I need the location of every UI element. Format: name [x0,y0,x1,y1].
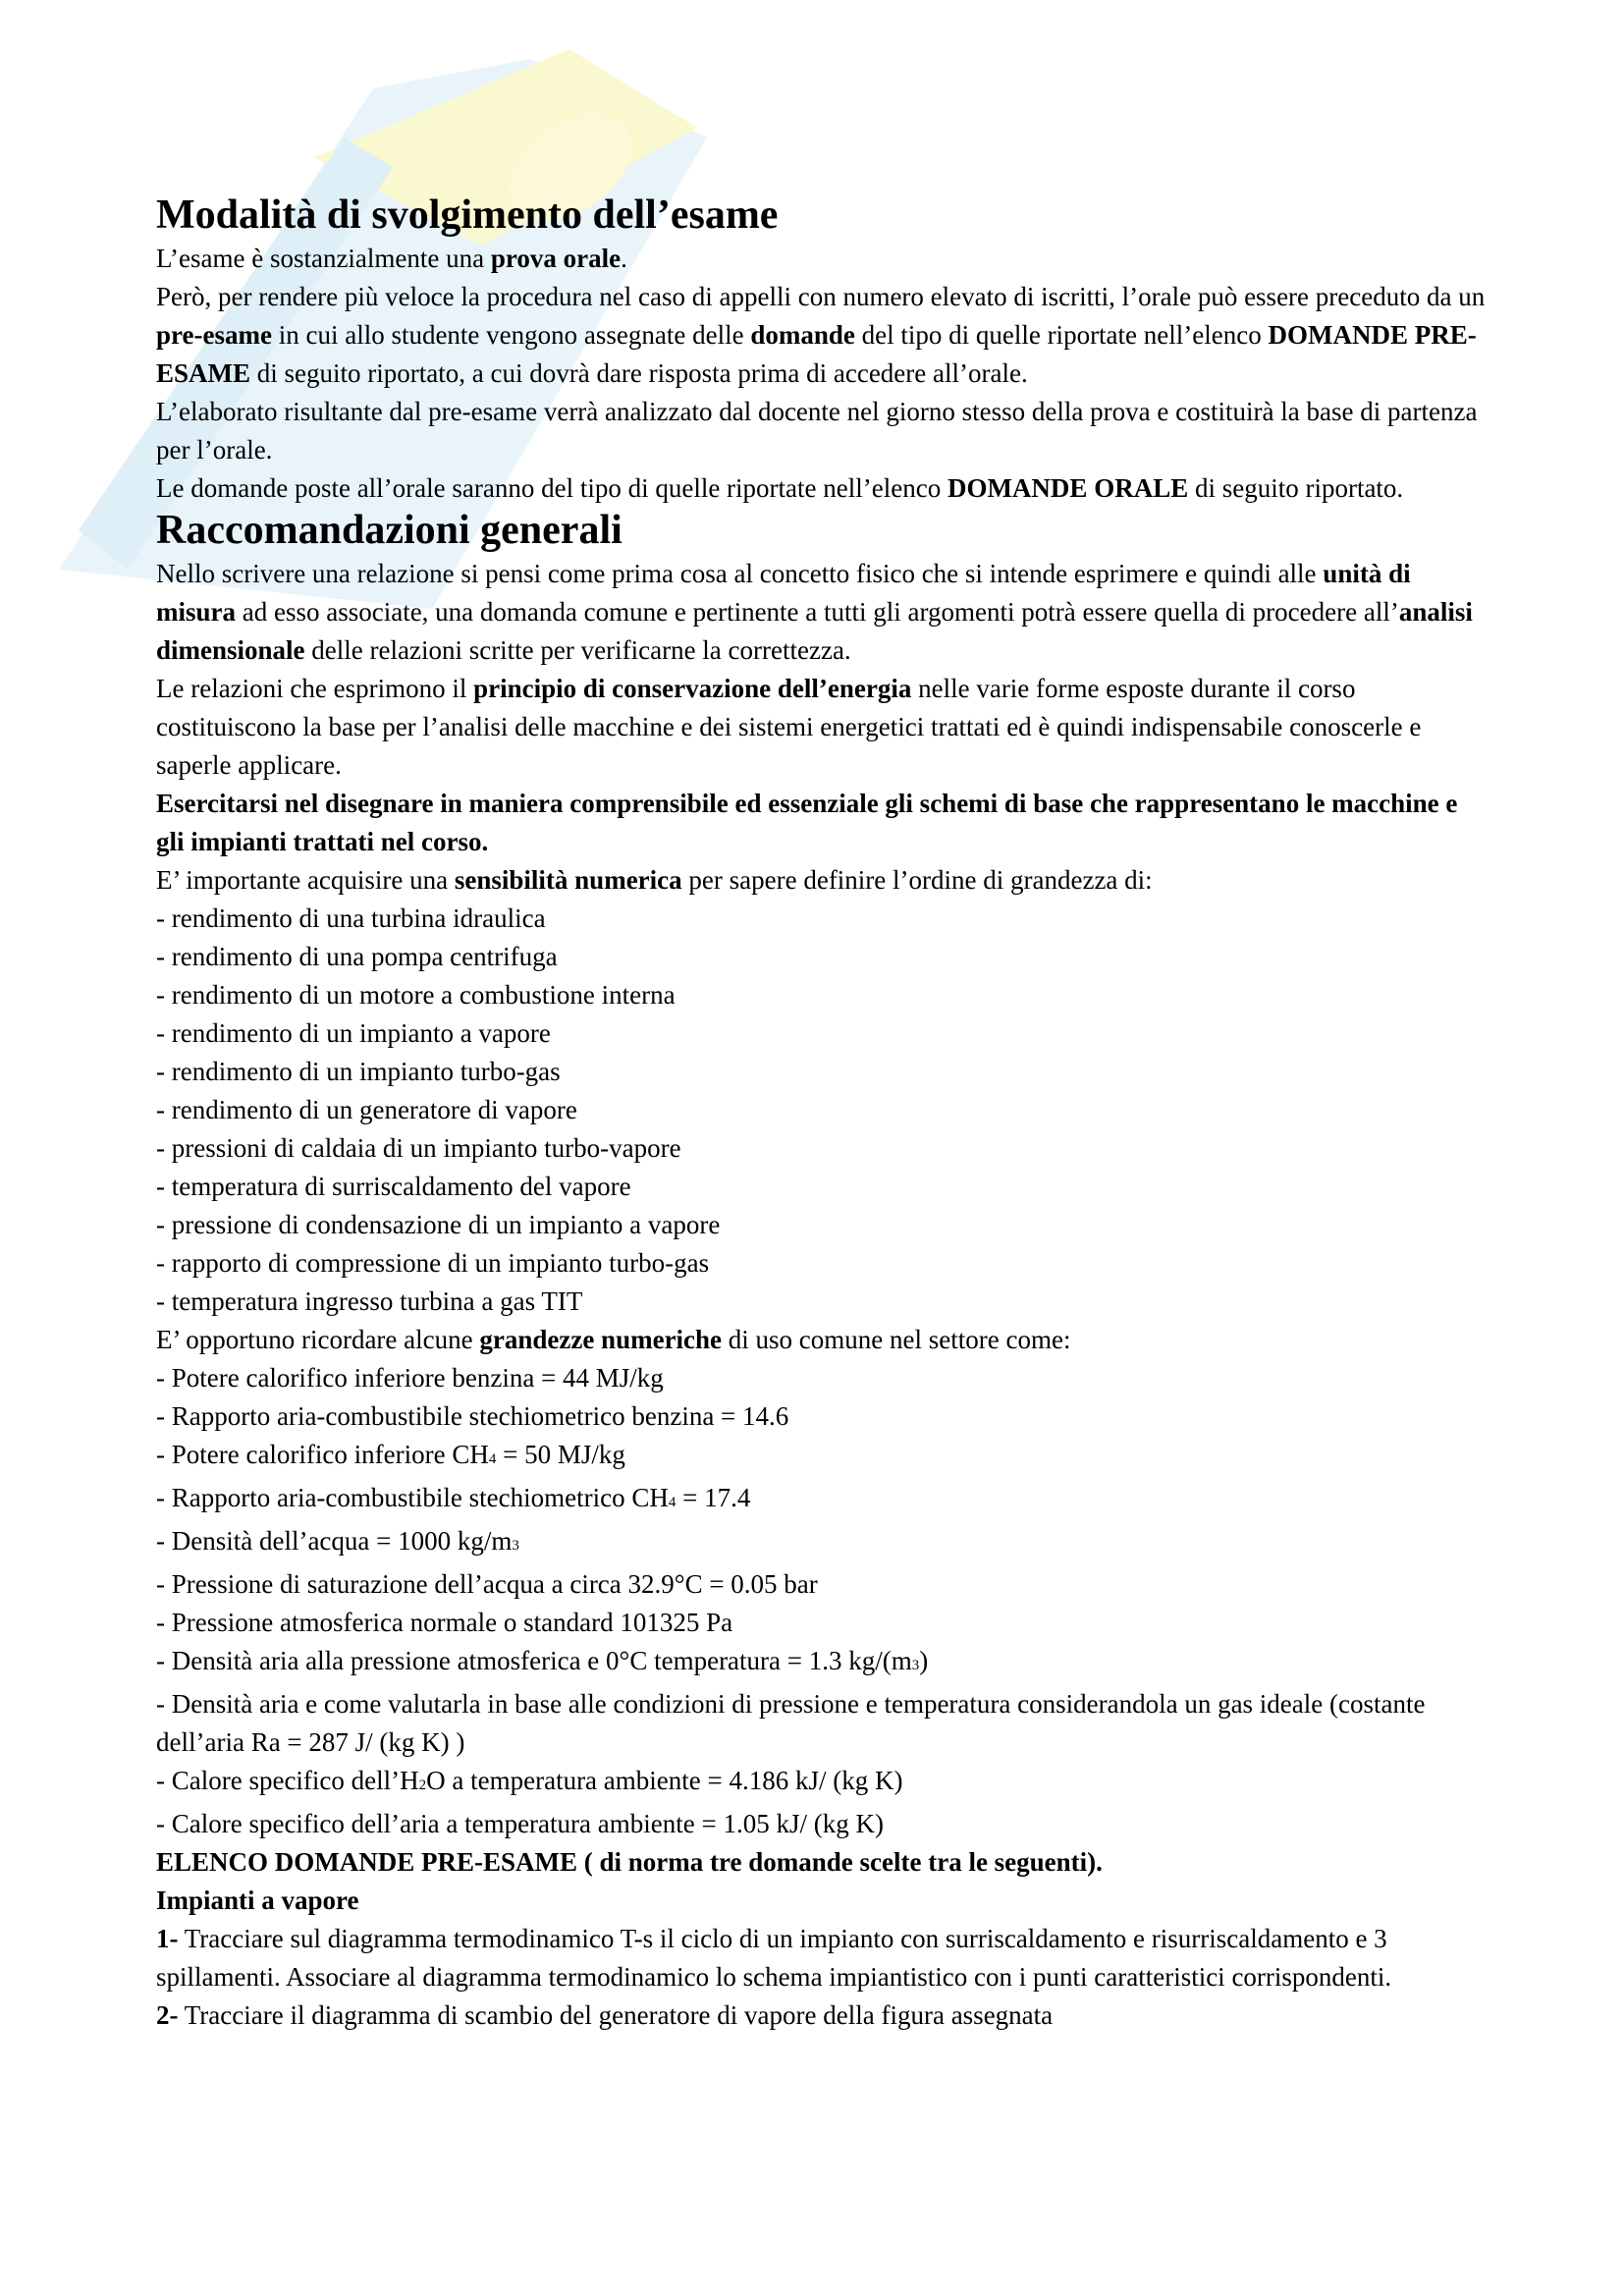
section-heading-pre-esame: ELENCO DOMANDE PRE-ESAME ( di norma tre domande scelte tra le seguenti). [156,1847,1103,1877]
list-item: - rendimento di una pompa centrifuga [156,942,558,971]
list-item: - Potere calorifico inferiore benzina = 44 MJ/kg [156,1363,664,1393]
list-item: - rendimento di un motore a combustione interna [156,980,676,1010]
list-item: - Rapporto aria-combustibile stechiometrico benzina = 14.6 [156,1401,789,1431]
list-item: - Calore specifico dell’H2O a temperatura ambiente = 4.186 kJ/ (kg K) [156,1766,903,1795]
section-title-raccomandazioni: Raccomandazioni generali [156,508,623,553]
list-item: - Potere calorifico inferiore CH4 = 50 MJ/kg [156,1440,625,1469]
list-item: - Pressione di saturazione dell’acqua a circa 32.9°C = 0.05 bar [156,1569,818,1599]
paragraph: Però, per rendere più veloce la procedura nel caso di appelli con numero elevato di iscritti, l’orale può essere preceduto da un pre-esame in cui allo studente vengono assegnate delle domande del tipo di quelle riportate nell’elenco DOMANDE PRE-ESAME di seguito riportato, a cui dovrà dare risposta prima di accedere all’orale. [156,282,1486,388]
paragraph-bold: Esercitarsi nel disegnare in maniera comprensibile ed essenziale gli schemi di base che rappresentano le macchine e gli impianti trattati nel corso. [156,789,1458,856]
section-title-modalita: Modalità di svolgimento dell’esame [156,192,779,238]
paragraph: L’elaborato risultante dal pre-esame verrà analizzato dal docente nel giorno stesso della prova e costituirà la base di partenza per l’orale. [156,397,1478,465]
list-item: - Densità aria alla pressione atmosferica e 0°C temperatura = 1.3 kg/(m3) [156,1646,929,1675]
list-item: - rapporto di compressione di un impianto turbo-gas [156,1248,710,1278]
question-1: 1- Tracciare sul diagramma termodinamico T-s il ciclo di un impianto con surriscaldamento e risurriscaldamento e 3 spillamenti. Associare al diagramma termodinamico lo schema impiantistico con i punti caratteristici corrispondenti. [156,1924,1392,1992]
list-item: - Densità aria e come valutarla in base alle condizioni di pressione e temperatura considerandola un gas ideale (costante dell’aria Ra = 287 J/ (kg K) ) [156,1689,1426,1757]
list-item: - rendimento di un impianto a vapore [156,1018,551,1048]
list-ordine-grandezza [156,900,1491,1321]
document-page [156,192,1491,2035]
paragraph: E’ importante acquisire una sensibilità numerica per sapere definire l’ordine di grandezza di: [156,865,1153,895]
list-item: - Pressione atmosferica normale o standard 101325 Pa [156,1608,733,1637]
list-item: - pressioni di caldaia di un impianto turbo-vapore [156,1133,681,1163]
list-item: - Densità dell’acqua = 1000 kg/m3 [156,1526,519,1556]
paragraph: E’ opportuno ricordare alcune grandezze numeriche di uso comune nel settore come: [156,1325,1071,1354]
paragraph: L’esame è sostanzialmente una prova orale. [156,244,627,273]
subheading-impianti-vapore: Impianti a vapore [156,1886,359,1915]
paragraph: Nello scrivere una relazione si pensi come prima cosa al concetto fisico che si intende esprimere e quindi alle unità di misura ad esso associate, una domanda comune e pertinente a tutti gli argomenti potrà essere quella di procedere all’analisi dimensionale delle relazioni scritte per verificarne la correttezza. [156,559,1473,665]
list-item: - temperatura ingresso turbina a gas TIT [156,1286,583,1316]
question-2: 2- Tracciare il diagramma di scambio del generatore di vapore della figura assegnata [156,2000,1054,2030]
paragraph: Le relazioni che esprimono il principio di conservazione dell’energia nelle varie forme esposte durante il corso costituiscono la base per l’analisi delle macchine e dei sistemi energetici trattati ed è quindi indispensabile conoscerle e saperle applicare. [156,674,1422,780]
list-item: - rendimento di una turbina idraulica [156,903,546,933]
list-item: - pressione di condensazione di un impianto a vapore [156,1210,721,1239]
list-item: - Calore specifico dell’aria a temperatura ambiente = 1.05 kJ/ (kg K) [156,1809,884,1838]
paragraph: Le domande poste all’orale saranno del tipo di quelle riportate nell’elenco DOMANDE ORALE di seguito riportato. [156,473,1404,503]
list-grandezze-numeriche [156,1359,1491,1843]
list-item: - Rapporto aria-combustibile stechiometrico CH4 = 17.4 [156,1483,751,1512]
list-item: - temperatura di surriscaldamento del vapore [156,1172,631,1201]
list-item: - rendimento di un generatore di vapore [156,1095,577,1124]
list-item: - rendimento di un impianto turbo-gas [156,1057,561,1086]
